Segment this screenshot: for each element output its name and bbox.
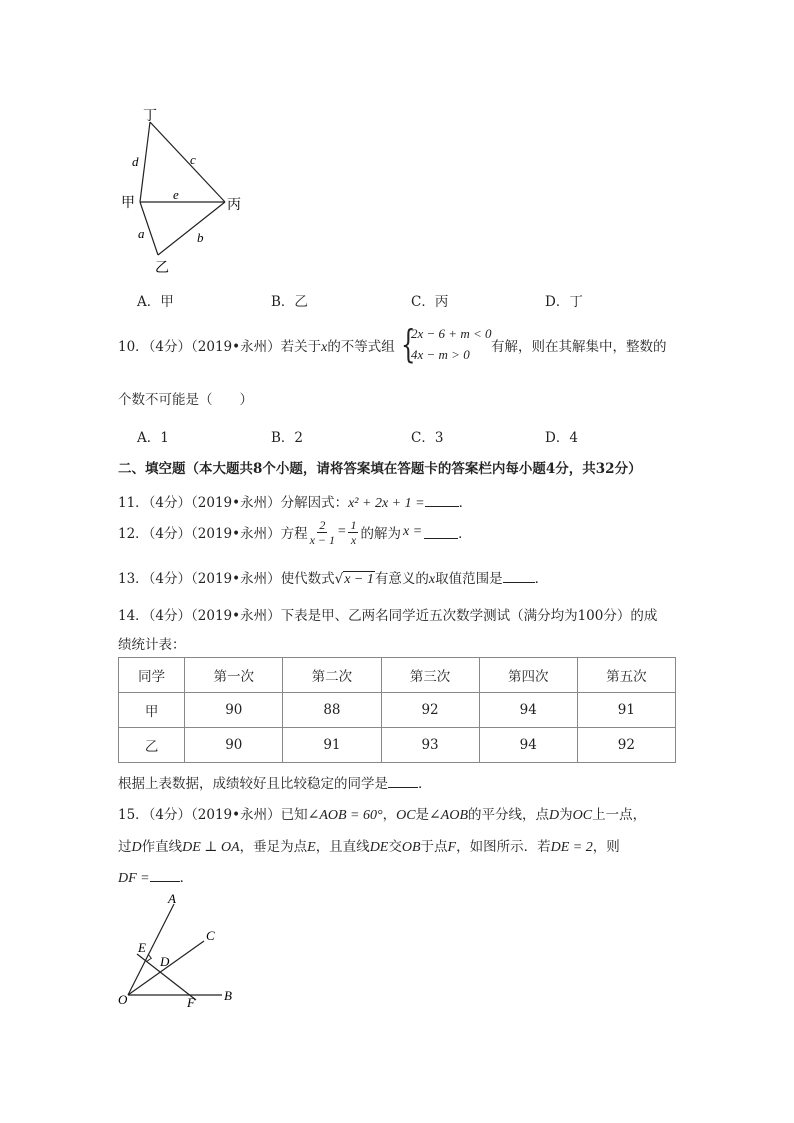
q12-expr: x =	[402, 524, 423, 539]
label-a: A	[168, 891, 176, 906]
q10-ineq1: 2x − 6 + m < 0	[411, 326, 492, 341]
label-b: B	[224, 988, 232, 1003]
q13-radicand: x − 1	[344, 572, 374, 587]
table-header: 第一次	[185, 658, 283, 693]
q14-line1: 14．（4分）（2019•永州）下表是甲、乙两名同学近五次数学测试（满分均为100分）的成	[118, 608, 658, 624]
label-c: C	[206, 928, 215, 943]
q12-prefix: 12．（4分）（2019•永州）方程	[118, 526, 308, 542]
question-13	[118, 567, 548, 588]
table-header: 第三次	[381, 658, 479, 693]
q11-expr: x² + 2x + 1 =	[348, 496, 425, 511]
q10-system-brace: {	[401, 322, 416, 366]
quadrilateral-figure	[110, 100, 260, 280]
label-f: F	[187, 995, 195, 1010]
q15-line1: 15．（4分）（2019•永州）已知∠AOB = 60°，OC是∠AOB的平分线，点D为OC上一点，	[118, 807, 647, 823]
q11-end: ．	[458, 495, 473, 511]
edge-d-label: d	[132, 154, 139, 169]
q13-prefix: 13．（4分）（2019•永州）使代数式	[118, 571, 335, 587]
option-c: C．丙	[411, 294, 449, 310]
label-d: D	[160, 954, 170, 969]
q14-after-text: 根据上表数据，成绩较好且比较稳定的同学是	[118, 776, 388, 792]
table-cell: 94	[479, 728, 577, 763]
vertex-left-label: 甲	[121, 196, 135, 211]
edge-d-line	[140, 122, 150, 202]
table-cell: 88	[283, 693, 381, 728]
edge-c-line	[150, 122, 225, 202]
table-cell: 91	[283, 728, 381, 763]
table-header: 第五次	[577, 658, 675, 693]
table-cell: 90	[185, 728, 283, 763]
ray-oa	[128, 904, 174, 995]
q15-answer-blank[interactable]	[150, 869, 180, 882]
edge-e-label: e	[173, 187, 179, 202]
q13-end: ．	[534, 571, 549, 587]
question-12	[118, 514, 472, 550]
q10-option-a: A．1	[137, 430, 169, 446]
option-a: A．甲	[137, 294, 174, 310]
table-cell: 92	[577, 728, 675, 763]
grades-table	[118, 657, 676, 763]
vertex-top-label: 丁	[143, 109, 157, 124]
table-cell: 92	[381, 693, 479, 728]
edge-b-label: b	[197, 230, 204, 245]
q12-fraction-right: $\frac{1}{x}$	[350, 517, 357, 547]
angle-bisector-figure	[110, 890, 260, 1020]
q13-mid: 有意义的	[374, 571, 429, 587]
q12-fraction-left: $\frac{2}{x - 1}$	[309, 517, 336, 547]
table-cell: 91	[577, 693, 675, 728]
q13-answer-blank[interactable]	[503, 570, 535, 583]
option-d: D．丁	[545, 294, 583, 310]
table-header: 第四次	[479, 658, 577, 693]
vertex-right-label: 丙	[227, 198, 241, 213]
label-e: E	[138, 940, 146, 955]
q10-suffix: 有解，则在其解集中，整数的	[491, 339, 667, 355]
option-b: B．乙	[271, 294, 308, 310]
q13-suffix: 取值范围是	[435, 571, 503, 587]
q13-var: x	[428, 572, 436, 587]
edge-b-line	[158, 202, 225, 255]
q11-prefix: 11．（4分）（2019•永州）分解因式：	[118, 495, 349, 511]
q10-option-c: C．3	[411, 430, 444, 446]
q12-end: ．	[458, 526, 472, 542]
table-cell: 90	[185, 693, 283, 728]
sqrt-sign: √	[334, 571, 344, 587]
table-header: 同学	[119, 658, 185, 693]
edge-c-label: c	[190, 152, 196, 167]
q10-prefix: 10．（4分）（2019•永州）若关于	[118, 339, 322, 355]
table-header: 第二次	[283, 658, 381, 693]
table-cell: 甲	[119, 693, 185, 728]
q12-equals: =	[337, 524, 347, 539]
q10-line2: 个数不可能是（ ）	[118, 392, 253, 408]
table-row	[119, 693, 676, 728]
q14-line2: 绩统计表：	[118, 637, 186, 653]
q10-mid: 的不等式组	[327, 339, 395, 355]
q14-after	[118, 772, 432, 792]
label-o: O	[118, 992, 128, 1007]
section-title: 二、填空题（本大题共8个小题，请将答案填在答题卡的答案栏内每小题4分，共32分）	[118, 461, 642, 477]
q15-line3: DF = ．	[118, 870, 194, 886]
table-cell: 乙	[119, 728, 185, 763]
vertex-bottom-label: 乙	[155, 261, 169, 276]
table-cell: 93	[381, 728, 479, 763]
edge-a-label: a	[138, 226, 145, 241]
q10-ineq2: 4x − m > 0	[411, 347, 470, 362]
q12-answer-blank[interactable]	[424, 526, 458, 539]
table-header-row	[119, 658, 676, 693]
q12-mid: 的解为	[360, 526, 401, 542]
table-cell: 94	[479, 693, 577, 728]
q15-line2: 过D作直线DE ⊥ OA，垂足为点E，且直线DE交OB于点F，如图所示．若DE = 2，则	[118, 839, 620, 855]
q11-answer-blank[interactable]	[425, 494, 459, 507]
q14-end: ．	[418, 776, 432, 792]
q10-option-b: B．2	[271, 430, 304, 446]
table-row	[119, 728, 676, 763]
question-11	[118, 491, 472, 512]
q10-option-d: D．4	[545, 430, 578, 446]
q10-var: x	[321, 340, 328, 355]
q14-answer-blank[interactable]	[388, 775, 418, 788]
